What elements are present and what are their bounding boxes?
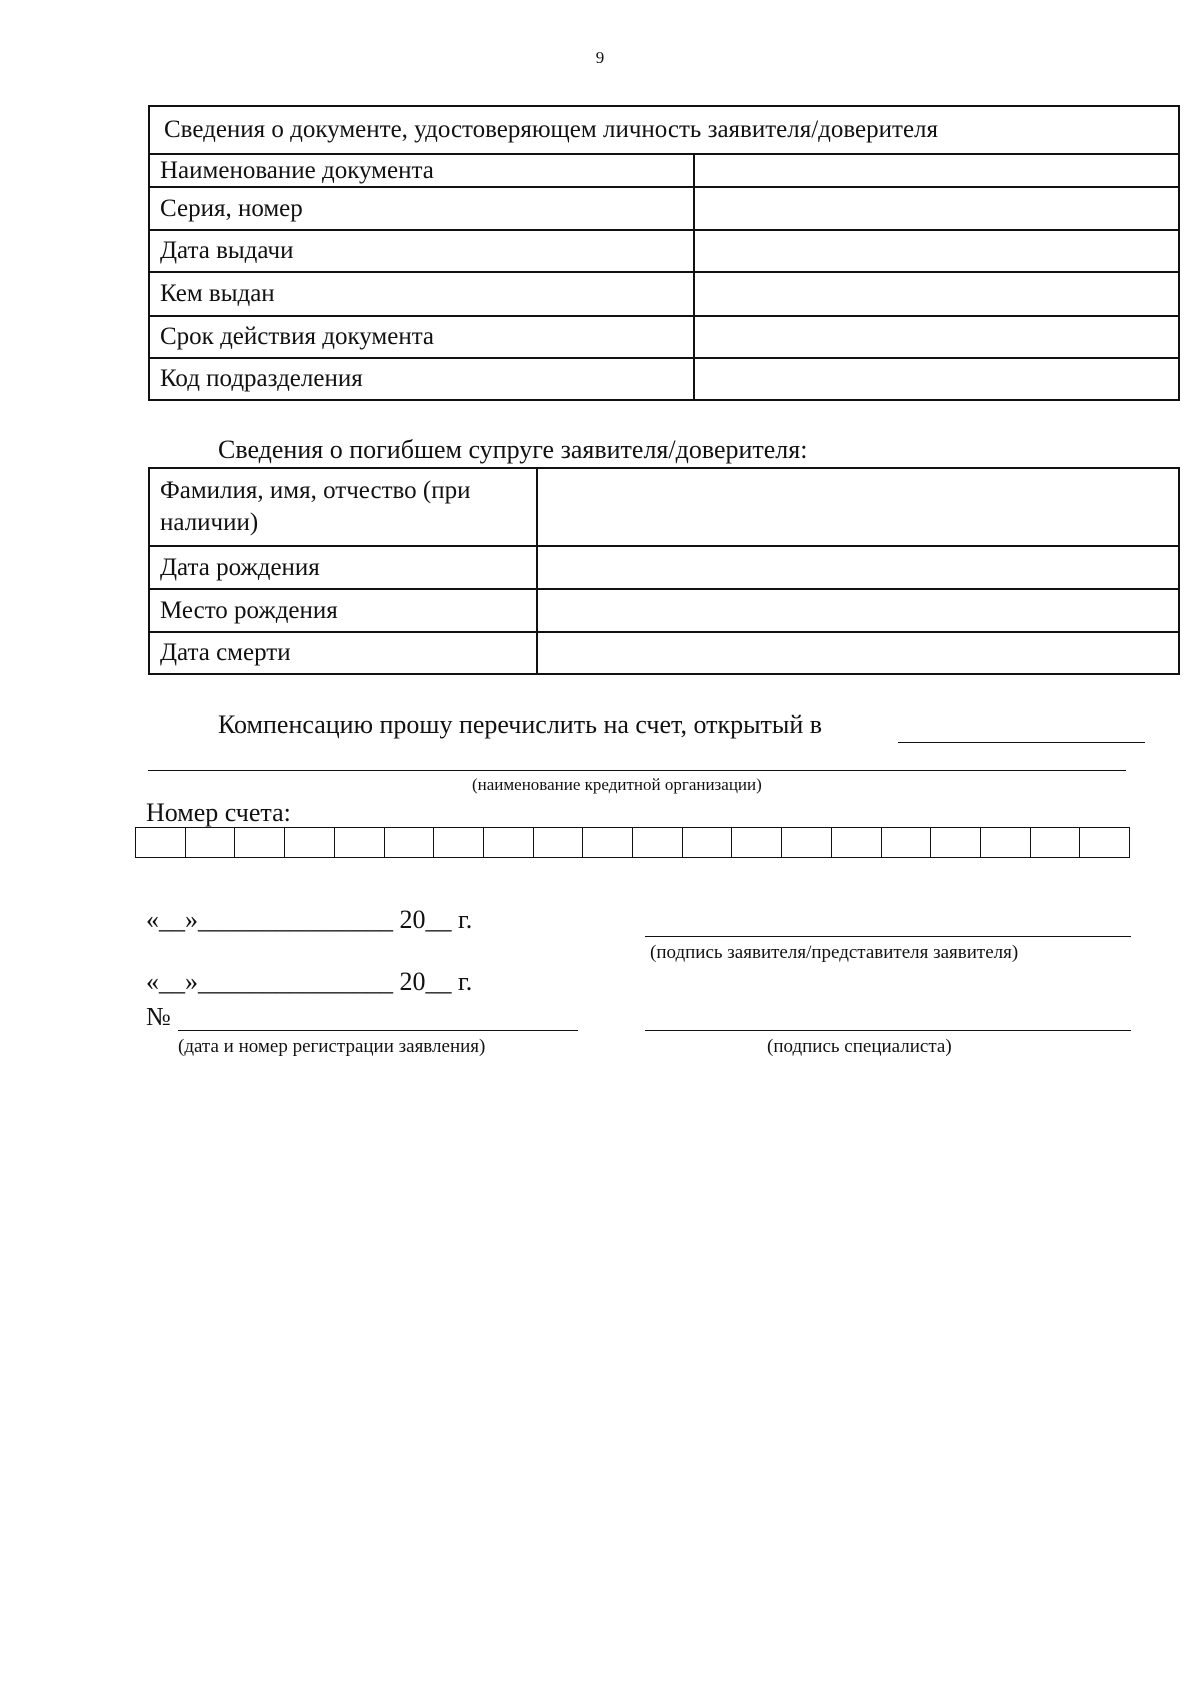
account-number-label: Номер счета: <box>146 798 291 827</box>
table-row <box>149 187 1179 230</box>
series-number-field[interactable] <box>694 187 1179 230</box>
row-label: Кем выдан <box>149 272 694 316</box>
spouse-table <box>148 467 1180 675</box>
row-label: Срок действия документа <box>149 316 694 358</box>
account-digit-cell[interactable] <box>384 828 434 857</box>
account-digit-cell[interactable] <box>334 828 384 857</box>
account-digit-cell[interactable] <box>632 828 682 857</box>
account-digit-cell[interactable] <box>682 828 732 857</box>
row-label: Дата рождения <box>149 546 537 589</box>
row-label: Код подразделения <box>149 358 694 400</box>
account-digit-cell[interactable] <box>781 828 831 857</box>
date-line-1[interactable]: «__»_______________ 20__ г. <box>146 905 473 934</box>
table-row <box>149 632 1179 674</box>
account-digit-cell[interactable] <box>136 828 185 857</box>
table-row <box>149 230 1179 272</box>
row-label: Место рождения <box>149 589 537 632</box>
account-digit-cell[interactable] <box>483 828 533 857</box>
table-row <box>149 468 1179 546</box>
specialist-signature-line[interactable] <box>645 1030 1131 1031</box>
table-row <box>149 546 1179 589</box>
account-digit-cell[interactable] <box>1079 828 1129 857</box>
division-code-field[interactable] <box>694 358 1179 400</box>
applicant-signature-line[interactable] <box>645 936 1131 937</box>
row-label: Фамилия, имя, отчество (при наличии) <box>149 468 537 546</box>
issue-date-field[interactable] <box>694 230 1179 272</box>
number-sign: № <box>146 1002 171 1031</box>
death-date-field[interactable] <box>537 632 1179 674</box>
full-name-field[interactable] <box>537 468 1179 546</box>
account-digit-cell[interactable] <box>234 828 284 857</box>
account-digit-cell[interactable] <box>831 828 881 857</box>
registration-number-line[interactable] <box>178 1030 578 1031</box>
account-digit-cell[interactable] <box>185 828 235 857</box>
account-digit-cell[interactable] <box>284 828 334 857</box>
account-digit-cell[interactable] <box>731 828 781 857</box>
table-row <box>149 589 1179 632</box>
account-digit-cell[interactable] <box>582 828 632 857</box>
date-line-2[interactable]: «__»_______________ 20__ г. <box>146 967 473 996</box>
spouse-section-title: Сведения о погибшем супруге заявителя/доверителя: <box>218 435 808 464</box>
account-digit-cell[interactable] <box>980 828 1030 857</box>
issued-by-field[interactable] <box>694 272 1179 316</box>
table-row <box>149 154 1179 187</box>
row-label: Наименование документа <box>149 154 694 187</box>
bank-name-caption: (наименование кредитной организации) <box>472 775 762 794</box>
compensation-text: Компенсацию прошу перечислить на счет, открытый в <box>218 710 823 739</box>
account-digit-cell[interactable] <box>433 828 483 857</box>
table-row <box>149 272 1179 316</box>
identity-document-table <box>148 105 1180 401</box>
account-digit-cell[interactable] <box>881 828 931 857</box>
registration-caption: (дата и номер регистрации заявления) <box>178 1036 486 1057</box>
row-label: Дата выдачи <box>149 230 694 272</box>
account-digit-cell[interactable] <box>1030 828 1080 857</box>
birth-place-field[interactable] <box>537 589 1179 632</box>
account-digit-cell[interactable] <box>930 828 980 857</box>
row-label: Серия, номер <box>149 187 694 230</box>
page-number: 9 <box>595 48 605 67</box>
table-header-row <box>149 106 1179 154</box>
bank-name-line[interactable] <box>898 742 1145 743</box>
identity-document-header: Сведения о документе, удостоверяющем личность заявителя/доверителя <box>149 106 1179 154</box>
validity-field[interactable] <box>694 316 1179 358</box>
specialist-signature-caption: (подпись специалиста) <box>767 1036 952 1057</box>
account-number-grid <box>135 827 1130 858</box>
account-digit-cell[interactable] <box>533 828 583 857</box>
row-label: Дата смерти <box>149 632 537 674</box>
birth-date-field[interactable] <box>537 546 1179 589</box>
document-name-field[interactable] <box>694 154 1179 187</box>
table-row <box>149 316 1179 358</box>
table-row <box>149 358 1179 400</box>
applicant-signature-caption: (подпись заявителя/представителя заявителя) <box>650 942 1019 963</box>
bank-name-line-2[interactable] <box>148 770 1126 771</box>
